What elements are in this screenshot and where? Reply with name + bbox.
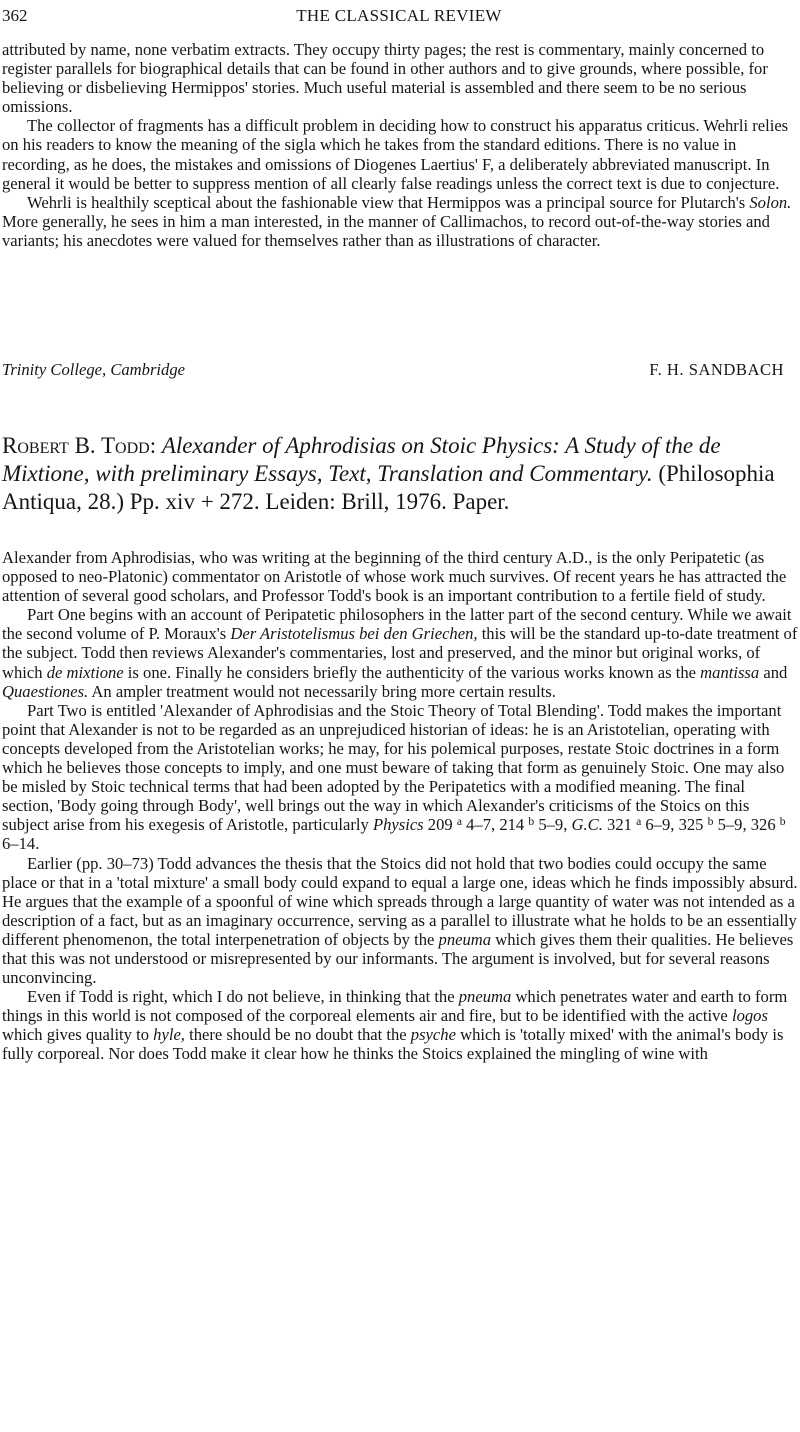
book-details: (Philosophia Antiqua, 28.) Pp. xiv + 272. Leiden: Brill, 1976. Paper. xyxy=(2,461,775,515)
review-heading xyxy=(2,432,792,517)
book-title: Alexander of Aphrodisias on Stoic Physics: A Study of the de Mixtione, with preliminary Essays, Text, Translation and Commentary. xyxy=(2,433,721,487)
paragraph: Part Two is entitled 'Alexander of Aphrodisias and the Stoic Theory of Total Blending'. Todd makes the important point that Alexander is not to be regarded as an unprejudiced historian of ideas: he is an Aristotelian, operating with concepts developed from the Aristotelian works; he may, for his polemical purposes, restate Stoic doctrines in a form which he believes those concepts to imply, and one must beware of taking that form as genuinely Stoic. One may also be misled by Stoic technical terms that had been adopted by the Peripatetics with a modified meaning. The final section, 'Body going through Body', well brings out the way in which Alexander's criticisms of the Stoics on this subject arise from his exegesis of Aristotle, particularly Physics 209 $^a$ 4–7, 214 $^b$ 5–9, G.C. 321 $^a$ 6–9, 325 $^b$ 5–9, 326 $^b$ 6–14. xyxy=(2,700,786,854)
paragraph: Earlier (pp. 30–73) Todd advances the thesis that the Stoics did not hold that two bodies could occupy the same place or that in a 'total mixture' a small body could expand to equal a large one, ideas which he finds impossibly absurd. He argues that the example of a spoonful of wine which spreads through a large quantity of water was not intended as a description of a fact, but as an imaginary occurrence, serving as a parallel to illustrate what he holds to be an essentially different phenomenon, the total interpenetration of objects by the pneuma which gives them their qualities. He believes that this was not understood or misrepresented by our informants. The argument is involved, but for several reasons unconvincing. xyxy=(2,853,798,988)
journal-title: THE CLASSICAL REVIEW xyxy=(296,6,502,25)
reviewer-name: F. H. SANDBACH xyxy=(649,360,784,379)
review-todd-body xyxy=(2,548,798,1064)
paragraph: Part One begins with an account of Peripatetic philosophers in the latter part of the second century. While we await the second volume of P. Moraux's Der Aristotelismus bei den Griechen, this will be the standard up-to-date treatment of the subject. Todd then reviews Alexander's commentaries, lost and preserved, and the minor but original works, of which de mixtione is one. Finally he considers briefly the authenticity of the various works known as the mantissa and Quaestiones. An ampler treatment would not necessarily bring more certain results. xyxy=(2,605,798,701)
review-signature xyxy=(2,360,784,382)
paragraph: Alexander from Aphrodisias, who was writing at the beginning of the third century A.D., is the only Peripatetic (as opposed to neo-Platonic) commentator on Aristotle of whose work much survives. Of recent years he has attracted the attention of several good scholars, and Professor Todd's book is an important contribution to a fertile field of study. xyxy=(2,548,787,606)
book-author: Robert B. Todd: xyxy=(2,433,157,458)
paragraph: Wehrli is healthily sceptical about the fashionable view that Hermippos was a principal source for Plutarch's Solon. More generally, he sees in him a man interested, in the manner of Callimachos, to record out-of-the-way stories and variants; his anecdotes were valued for themselves rather than as illustrations of character. xyxy=(2,192,792,250)
running-head xyxy=(2,6,796,30)
paragraph: The collector of fragments has a difficult problem in deciding how to construct his apparatus criticus. Wehrli relies on his readers to know the meaning of the sigla which he takes from the standard editions. There is no value in recording, as he does, the mistakes and omissions of Diogenes Laertius' F, a deliberately abbreviated manuscript. In general it would be better to suppress mention of all clearly false readings unless the correct text is due to conjecture. xyxy=(2,116,789,193)
paragraph: Even if Todd is right, which I do not believe, in thinking that the pneuma which penetrates water and earth to form things in this world is not composed of the corporeal elements air and fire, but to be identified with the active logos which gives quality to hyle, there should be no doubt that the psyche which is 'totally mixed' with the animal's body is fully corporeal. Nor does Todd make it clear how he thinks the Stoics explained the mingling of wine with xyxy=(2,987,788,1064)
reviewer-affiliation: Trinity College, Cambridge xyxy=(2,360,185,379)
review-sandbach-continuation xyxy=(2,40,798,250)
page-number: 362 xyxy=(2,6,28,25)
paragraph: attributed by name, none verbatim extracts. They occupy thirty pages; the rest is commentary, mainly concerned to register parallels for biographical details that can be found in other authors and to give grounds, where possible, for believing or disbelieving Hermippos' stories. Much useful material is assembled and there seem to be no serious omissions. xyxy=(2,40,768,117)
